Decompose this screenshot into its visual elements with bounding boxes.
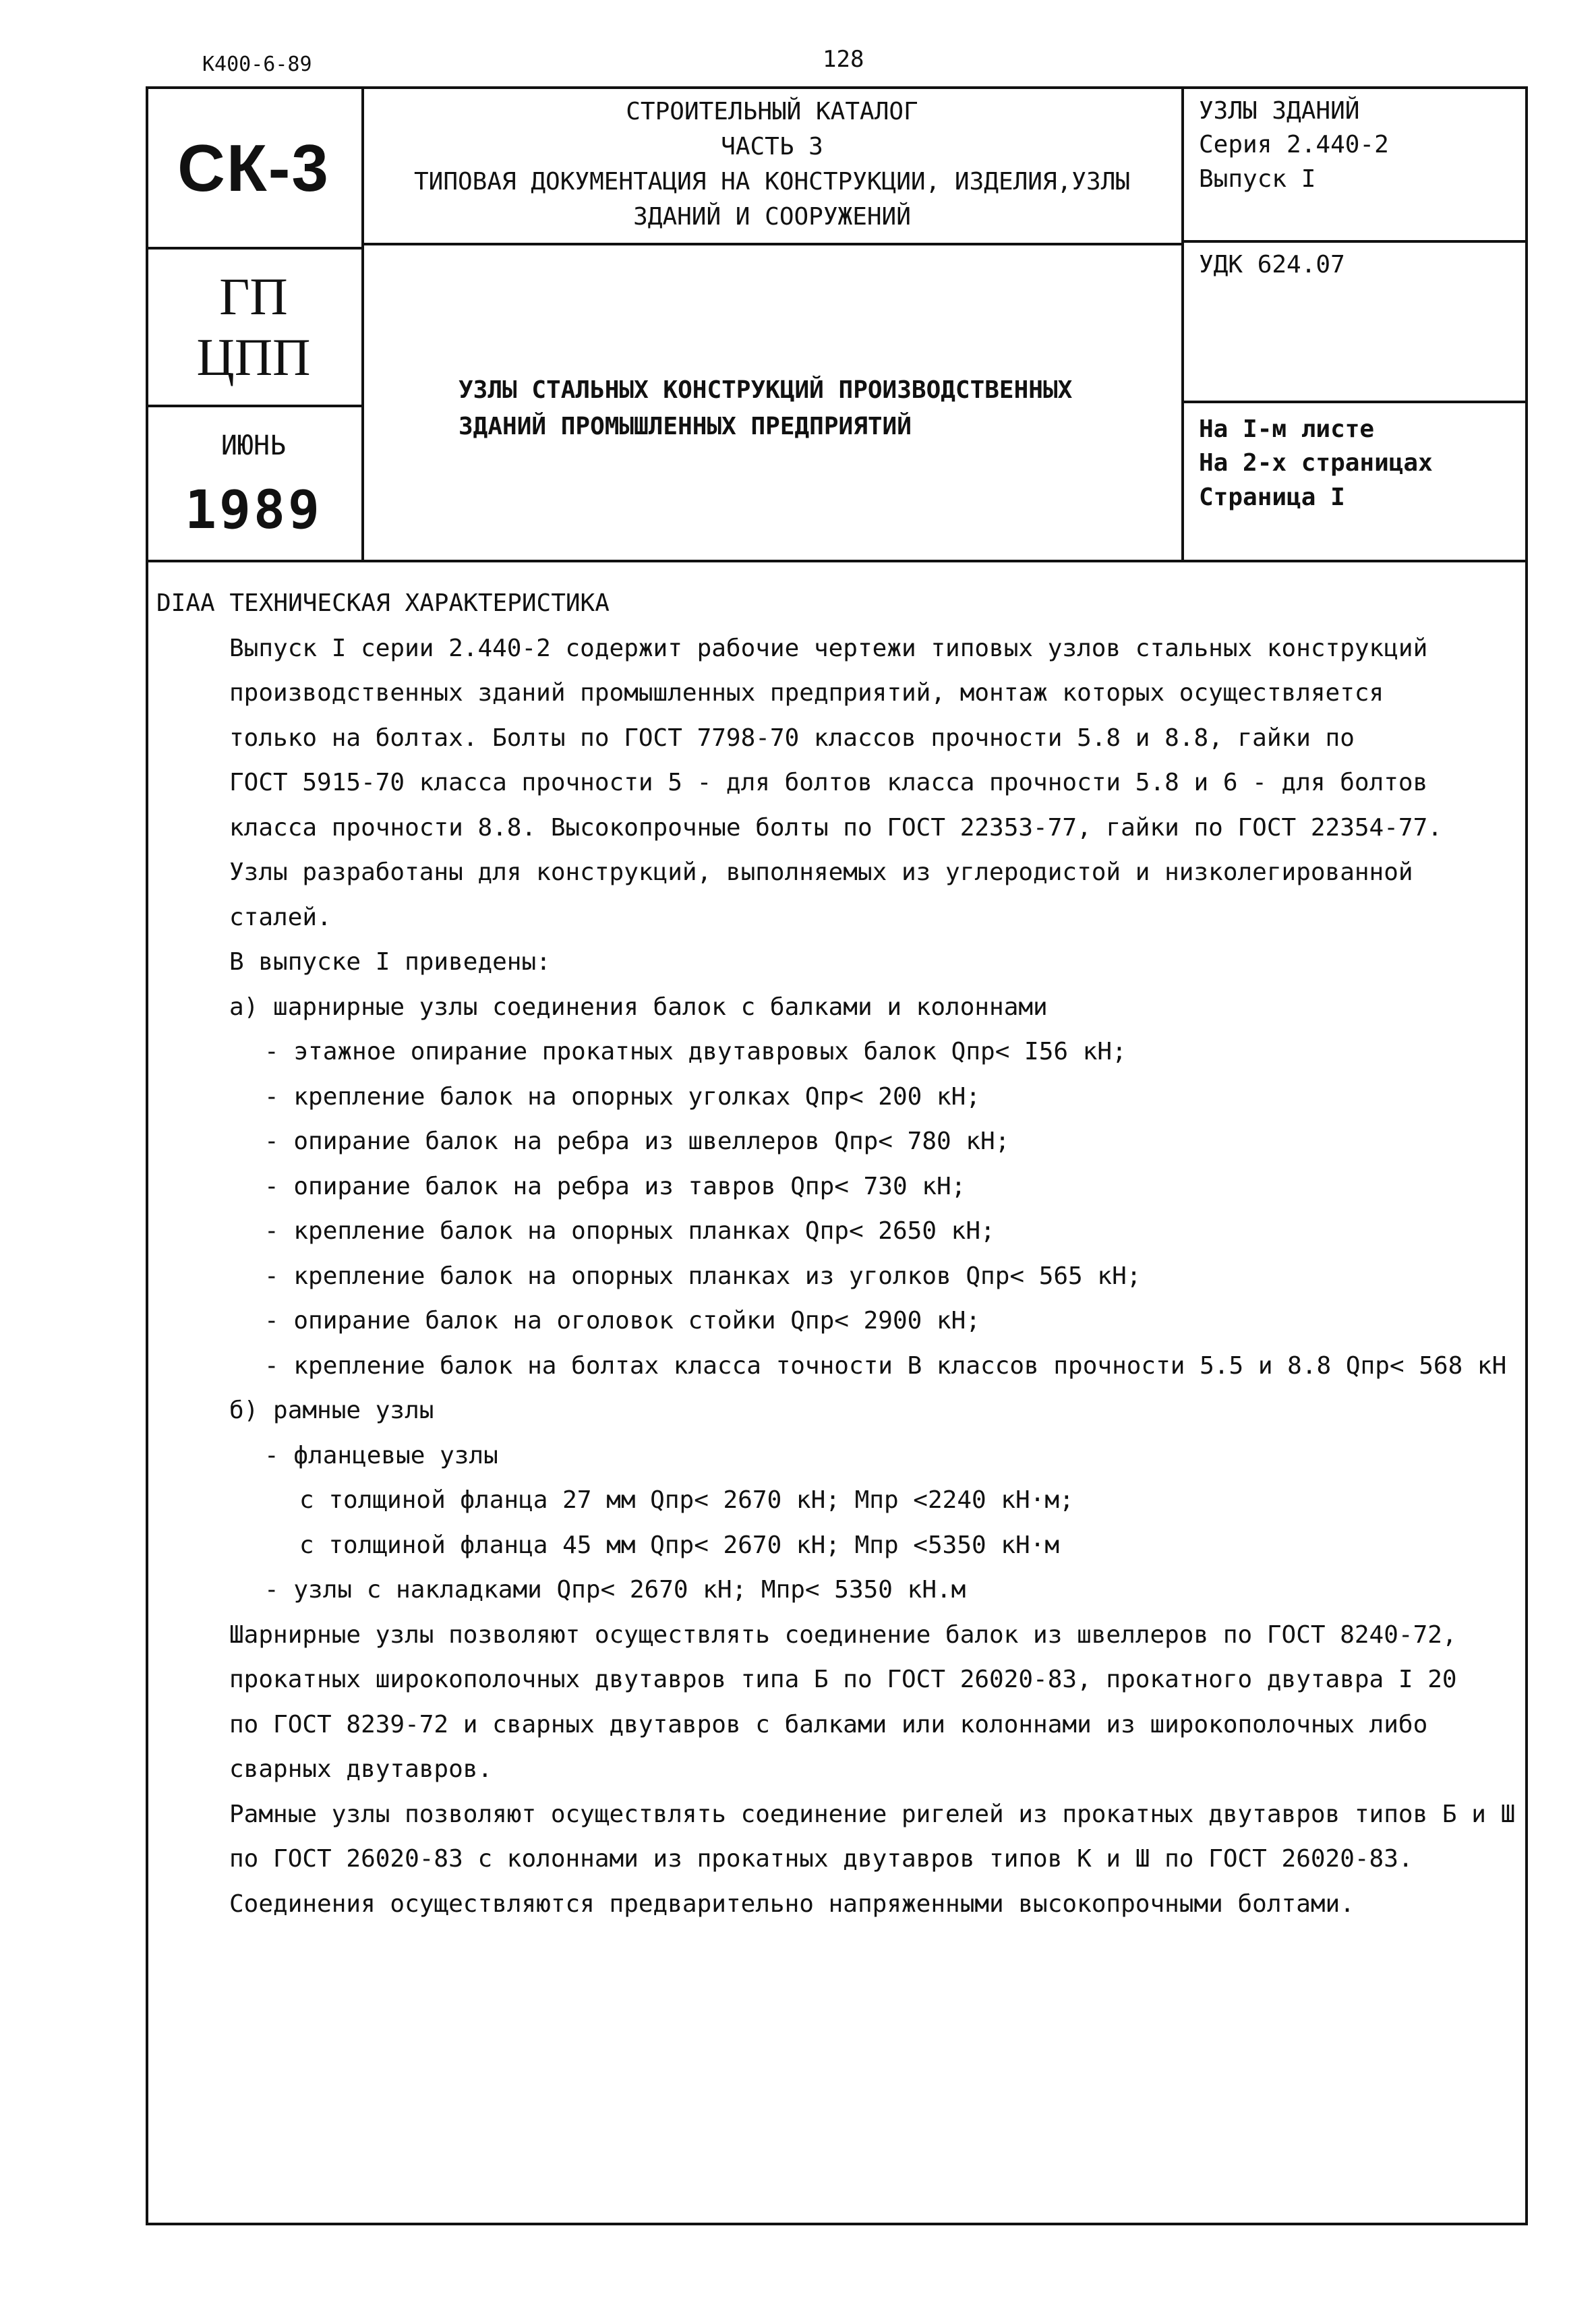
list-item: - крепление балок на опорных планках Qпр< 2650 кН; xyxy=(264,1217,995,1245)
paragraph-line: Выпуск I серии 2.440-2 содержит рабочие чертежи типовых узлов стальных конструкций xyxy=(229,634,1428,662)
list-heading: а) шарнирные узлы соединения балок с балками и колоннами xyxy=(229,993,1048,1021)
paragraph-line: Узлы разработаны для конструкций, выполняемых из углеродистой и низколегированной xyxy=(229,858,1413,886)
paragraph-line: по ГОСТ 26020-83 с колоннами из прокатных двутавров типов К и Ш по ГОСТ 26020-83. xyxy=(229,1845,1413,1873)
stamp-divider xyxy=(1183,401,1528,403)
catalog-line: ТИПОВАЯ ДОКУМЕНТАЦИЯ НА КОНСТРУКЦИИ, ИЗДЕЛИЯ,УЗЛЫ xyxy=(413,168,1131,196)
catalog-code: СК-3 xyxy=(177,130,330,205)
issue-date xyxy=(148,411,359,560)
list-subitem: с толщиной фланца 27 мм Qпр< 2670 кН; Мпр <2240 кН·м; xyxy=(299,1486,1074,1514)
list-item: - узлы с накладками Qпр< 2670 кН; Мпр< 5350 кН.м xyxy=(264,1576,966,1604)
catalog-title xyxy=(364,89,1180,240)
sheet-line: На I-м листе xyxy=(1199,415,1375,443)
series-line: Серия 2.440-2 xyxy=(1199,131,1389,159)
udk-code: УДК 624.07 xyxy=(1199,251,1345,279)
document-subject xyxy=(459,372,1146,453)
stamp-divider xyxy=(363,243,1183,245)
list-item: - фланцевые узлы xyxy=(264,1441,498,1469)
paragraph-line: В выпуске I приведены: xyxy=(229,948,551,976)
subject-line: УЗЛЫ СТАЛЬНЫХ КОНСТРУКЦИЙ ПРОИЗВОДСТВЕННЫХ xyxy=(459,376,1073,404)
issue-year: 1989 xyxy=(185,480,322,541)
catalog-line: ЗДАНИЙ И СООРУЖЕНИЙ xyxy=(633,203,911,231)
paragraph-line: Рамные узлы позволяют осуществлять соединение ригелей из прокатных двутавров типов Б и Ш xyxy=(229,1800,1516,1828)
paragraph-line: Соединения осуществляются предварительно напряженными высокопрочными болтами. xyxy=(229,1890,1355,1918)
list-item: - крепление балок на болтах класса точности В классов прочности 5.5 и 8.8 Qпр< 568 кН xyxy=(264,1351,1507,1380)
list-item: - крепление балок на опорных уголках Qпр< 200 кН; xyxy=(264,1082,981,1111)
stamp-divider xyxy=(1183,240,1528,243)
paragraph-line: сталей. xyxy=(229,903,332,931)
list-heading: б) рамные узлы xyxy=(229,1397,434,1424)
sheet-line: Страница I xyxy=(1199,483,1345,511)
list-subitem: с толщиной фланца 45 мм Qпр< 2670 кН; Мпр <5350 кН·м xyxy=(299,1531,1060,1559)
organization-line: ЦПП xyxy=(196,328,311,386)
section-heading: DIAA ТЕХНИЧЕСКАЯ ХАРАКТЕРИСТИКА xyxy=(156,589,610,617)
paragraph-line: по ГОСТ 8239-72 и сварных двутавров с балками или колоннами из широкополочных либо xyxy=(229,1710,1428,1738)
catalog-line: ЧАСТЬ 3 xyxy=(721,132,823,160)
list-item: - опирание балок на ребра из тавров Qпр< 730 кН; xyxy=(264,1172,966,1200)
sheet-info xyxy=(1189,413,1527,548)
series-info xyxy=(1189,94,1527,236)
list-item: - опирание балок на оголовок стойки Qпр< 2900 кН; xyxy=(264,1307,981,1335)
organization xyxy=(148,250,359,405)
catalog-line: СТРОИТЕЛЬНЫЙ КАТАЛОГ xyxy=(626,97,918,125)
list-item: - крепление балок на опорных планках из уголков Qпр< 565 кН; xyxy=(264,1262,1142,1290)
paragraph-line: только на болтах. Болты по ГОСТ 7798-70 классов прочности 5.8 и 8.8, гайки по xyxy=(229,724,1355,752)
sheet-line: На 2-х страницах xyxy=(1199,449,1433,477)
document-code: К400-6-89 xyxy=(202,53,312,76)
paragraph-line: производственных зданий промышленных предприятий, монтаж которых осуществляется xyxy=(229,679,1384,707)
paragraph-line: Шарнирные узлы позволяют осуществлять соединение балок из швеллеров по ГОСТ 8240-72, xyxy=(229,1620,1457,1649)
technical-description xyxy=(156,581,1516,1927)
paragraph-line: класса прочности 8.8. Высокопрочные болты по ГОСТ 22353-77, гайки по ГОСТ 22354-77. xyxy=(229,813,1442,842)
paragraph-line: прокатных широкополочных двутавров типа Б по ГОСТ 26020-83, прокатного двутавра I 20 xyxy=(229,1666,1457,1693)
paragraph-line: ГОСТ 5915-70 класса прочности 5 - для болтов класса прочности 5.8 и 6 - для болтов xyxy=(229,769,1428,796)
series-line: УЗЛЫ ЗДАНИЙ xyxy=(1199,97,1360,125)
paragraph-line: сварных двутавров. xyxy=(229,1755,493,1783)
organization-line: ГП xyxy=(219,267,288,326)
list-item: - опирание балок на ребра из швеллеров Qпр< 780 кН; xyxy=(264,1128,1010,1155)
stamp-divider xyxy=(146,405,363,407)
page-number: 128 xyxy=(823,46,864,73)
issue-month: ИЮНЬ xyxy=(220,430,287,461)
stamp-divider xyxy=(1181,86,1184,561)
series-line: Выпуск I xyxy=(1199,165,1316,193)
stamp-divider xyxy=(146,560,1528,562)
subject-line: ЗДАНИЙ ПРОМЫШЛЕННЫХ ПРЕДПРИЯТИЙ xyxy=(459,413,912,440)
list-item: - этажное опирание прокатных двутавровых балок Qпр< I56 кН; xyxy=(264,1038,1127,1065)
